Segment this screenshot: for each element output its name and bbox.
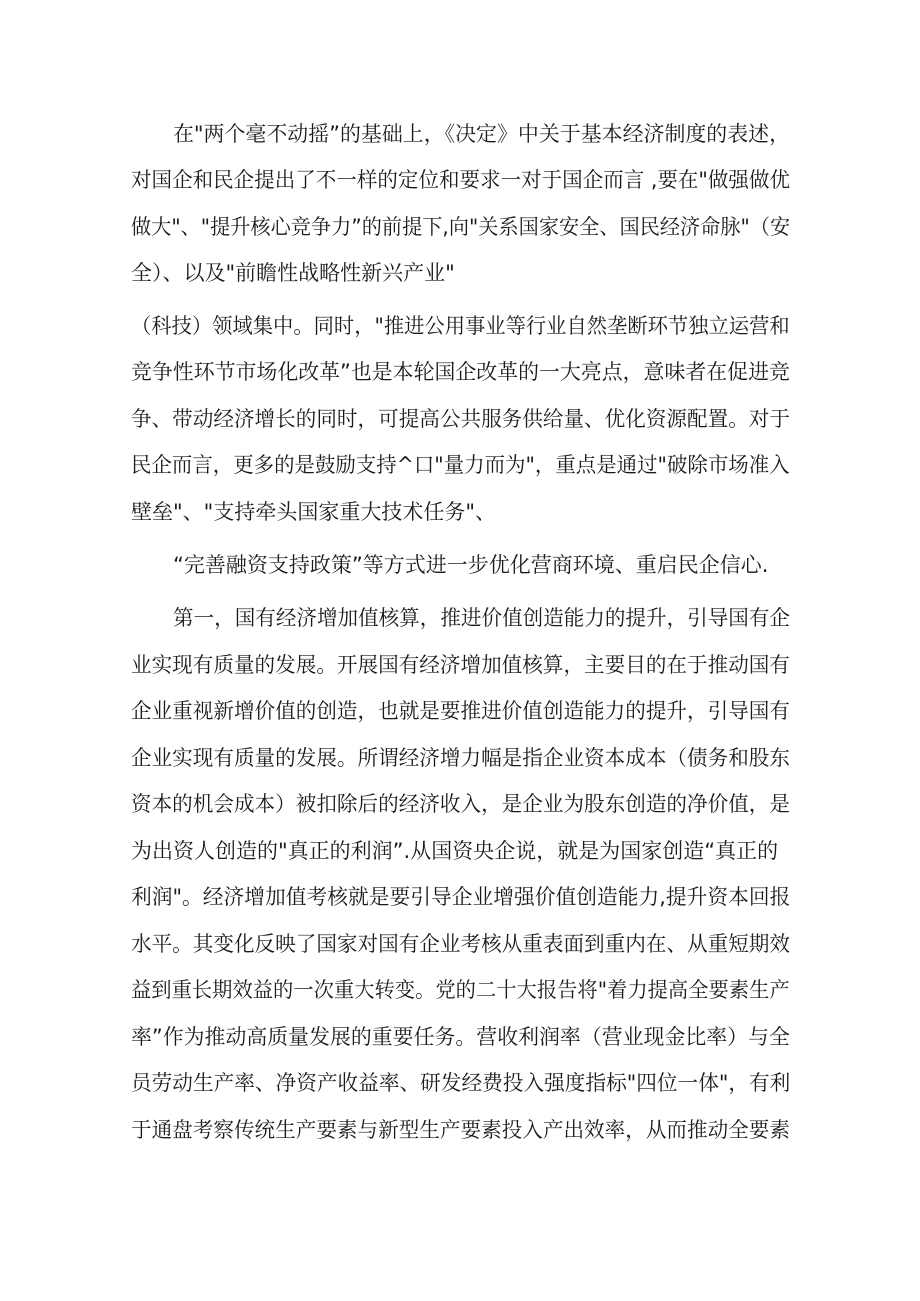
text-line-11: 第一，国有经济增加值核算，推进价值创造能力的提升，引导国有企 [173,606,790,630]
text-line-2: 对国企和民企提出了不一样的定位和要求一对于国企而言 ,要在"做强做优 [131,168,791,192]
text-line-13: 企业重视新增价值的创造，也就是要推进价值创造能力的提升，引导国有 [131,699,790,723]
text-line-7: 争、带动经济增长的同时，可提高公共服务供给量、优化资源配置。对于 [131,407,790,431]
text-line-20: 率”作为推动高质量发展的重要任务。营收利润率（营业现金比率）与全 [131,1025,790,1049]
text-line-22: 于通盘考察传统生产要素与新型生产要素投入产出效率，从而推动全要素 [131,1118,790,1142]
text-line-3: 做大"、"提升核心竞争力”的前提下,向"关系国家安全、国民经济命脉"（安 [131,215,791,239]
text-line-21: 员劳动生产率、净资产收益率、研发经费投入强度指标"四位一体"，有利 [131,1071,791,1095]
text-line-16: 为出资人创造的"真正的利润”.从国资央企说，就是为国家创造“真正的 [131,839,779,863]
text-line-17: 利润"。经济增加值考核就是要引导企业增强价值创造能力,提升资本回报 [131,885,791,909]
text-line-4: 全）、以及"前瞻性战略性新兴产业" [131,261,455,285]
text-line-14: 企业实现有质量的发展。所谓经济增力幅是指企业资本成本（债务和股东 [131,746,790,770]
text-line-15: 资本的机会成本）被扣除后的经济收入，是企业为股东创造的净价值，是 [131,792,790,816]
text-line-1: 在"两个毫不动摇”的基础上，《决定》中关于基本经济制度的表述， [173,122,791,146]
text-line-19: 益到重长期效益的一次重大转变。党的二十大报告将"着力提高全要素生产 [131,978,790,1002]
text-line-18: 水平。其变化反映了国家对国有企业考核从重表面到重内在、从重短期效 [131,932,790,956]
text-line-5: （科技）领域集中。同时，"推进公用事业等行业自然垄断环节独立运营和 [131,314,790,338]
text-line-8: 民企而言，更多的是鼓励支持^口"量力而为"，重点是通过"破除市场准入 [131,453,790,477]
text-line-6: 竞争性环节市场化改革”也是本轮国企改革的一大亮点，意味者在促进竞 [131,360,790,384]
text-line-12: 业实现有质量的发展。开展国有经济增加值核算，主要目的在于推动国有 [131,653,790,677]
text-line-9: 壁垒"、"支持牵头国家重大技术任务"、 [131,500,496,524]
text-line-10: “完善融资支持政策”等方式进一步优化营商环境、重启民企信心. [173,553,769,577]
